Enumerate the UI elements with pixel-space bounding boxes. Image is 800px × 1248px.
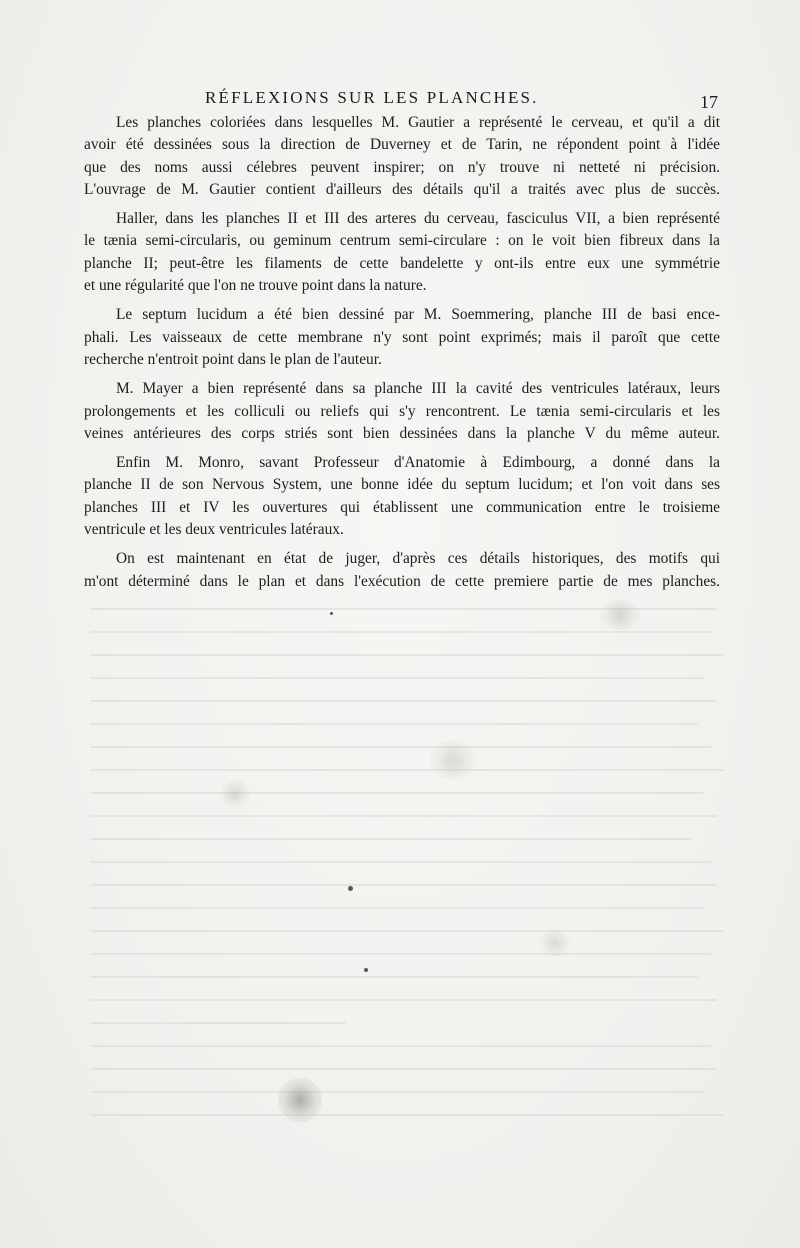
paragraph [84,304,720,371]
running-title: RÉFLEXIONS SUR LES PLANCHES. [205,88,539,107]
show-through-line [90,999,717,1001]
show-through-line [90,861,711,863]
text-line: et une régularité que l'on ne trouve point dans la nature. [84,277,427,295]
show-through-line [90,838,692,840]
show-through-line [90,654,724,656]
show-through-line [90,723,698,725]
ink-stain [430,740,476,780]
ink-speck [348,886,353,891]
text-line: que des noms aussi célebres peuvent inspirer; on n'y trouve ni netteté ni précision. [84,158,720,176]
show-through-line [90,1022,346,1024]
ink-stain [278,1078,322,1122]
show-through-line [90,884,717,886]
show-through-line [90,677,704,679]
show-through-line [90,815,717,817]
text-line: planche II de son Nervous System, une bonne idée du septum lucidum; et l'on voit dans ses [84,476,720,494]
text-line: planche II; peut-être les filaments de cette bandelette y ont-ils entre eux une symmétrie [84,254,720,272]
show-through-line [90,746,711,748]
show-through-line [90,930,724,932]
text-line: veines antérieures des corps striés sont bien dessinées dans la planche V du même auteur. [84,424,720,442]
show-through-line [90,769,724,771]
paragraph [84,548,720,593]
paragraph [84,208,720,297]
text-line: m'ont déterminé dans le plan et dans l'exécution de cette premiere partie de mes planches. [84,572,720,590]
show-through-line [90,1114,724,1116]
text-line: Haller, dans les planches II et III des arteres du cerveau, fasciculus VII, a bien représenté [116,210,720,228]
show-through-line [90,976,698,978]
show-through-line [90,792,704,794]
page-number: 17 [700,92,718,112]
show-through-line [90,907,704,909]
paragraph [84,378,720,445]
text-line: planches III et IV les ouvertures qui établissent une communication entre le troisieme [84,498,720,516]
text-line: avoir été dessinées sous la direction de Duverney et de Tarin, ne répondent point à l'idée [84,136,720,154]
show-through-line [90,953,711,955]
paragraph [84,452,720,541]
text-line: phali. Les vaisseaux de cette membrane n'y sont point exprimés; mais il paroît que cette [84,328,720,346]
ink-speck [364,968,368,972]
text-line: Les planches coloriées dans lesquelles M. Gautier a représenté le cerveau, et qu'il a dit [116,114,720,131]
text-line: On est maintenant en état de juger, d'après ces détails historiques, des motifs qui [116,550,720,568]
text-line: ventricule et les deux ventricules latéraux. [84,521,344,539]
text-line: le tænia semi-circularis, ou geminum centrum semi-circulare : on le voit bien fibreux dans la [84,232,720,250]
text-line: Le septum lucidum a été bien dessiné par M. Soemmering, planche III de basi ence- [116,306,720,324]
text-line: prolongements et les colliculi ou reliefs qui s'y rencontrent. Le tænia semi-circularis et les [84,402,720,420]
ink-stain [600,600,640,630]
ink-stain [220,780,250,808]
text-line: recherche n'entroit point dans le plan de l'auteur. [84,350,382,368]
running-head [0,88,800,112]
show-through-text [90,600,730,1160]
text-line: M. Mayer a bien représenté dans sa planche III la cavité des ventricules latéraux, leurs [116,380,720,398]
body-text [84,112,720,600]
ink-speck [330,612,333,615]
paragraph [84,112,720,201]
show-through-line [90,1068,717,1070]
show-through-line [90,1045,711,1047]
show-through-line [90,700,717,702]
show-through-line [90,631,711,633]
text-line: Enfin M. Monro, savant Professeur d'Anatomie à Edimbourg, a donné dans la [116,454,720,472]
ink-stain [540,930,570,956]
text-line: L'ouvrage de M. Gautier contient d'ailleurs des détails qu'il a traités avec plus de succès. [84,180,720,198]
show-through-line [90,1091,704,1093]
